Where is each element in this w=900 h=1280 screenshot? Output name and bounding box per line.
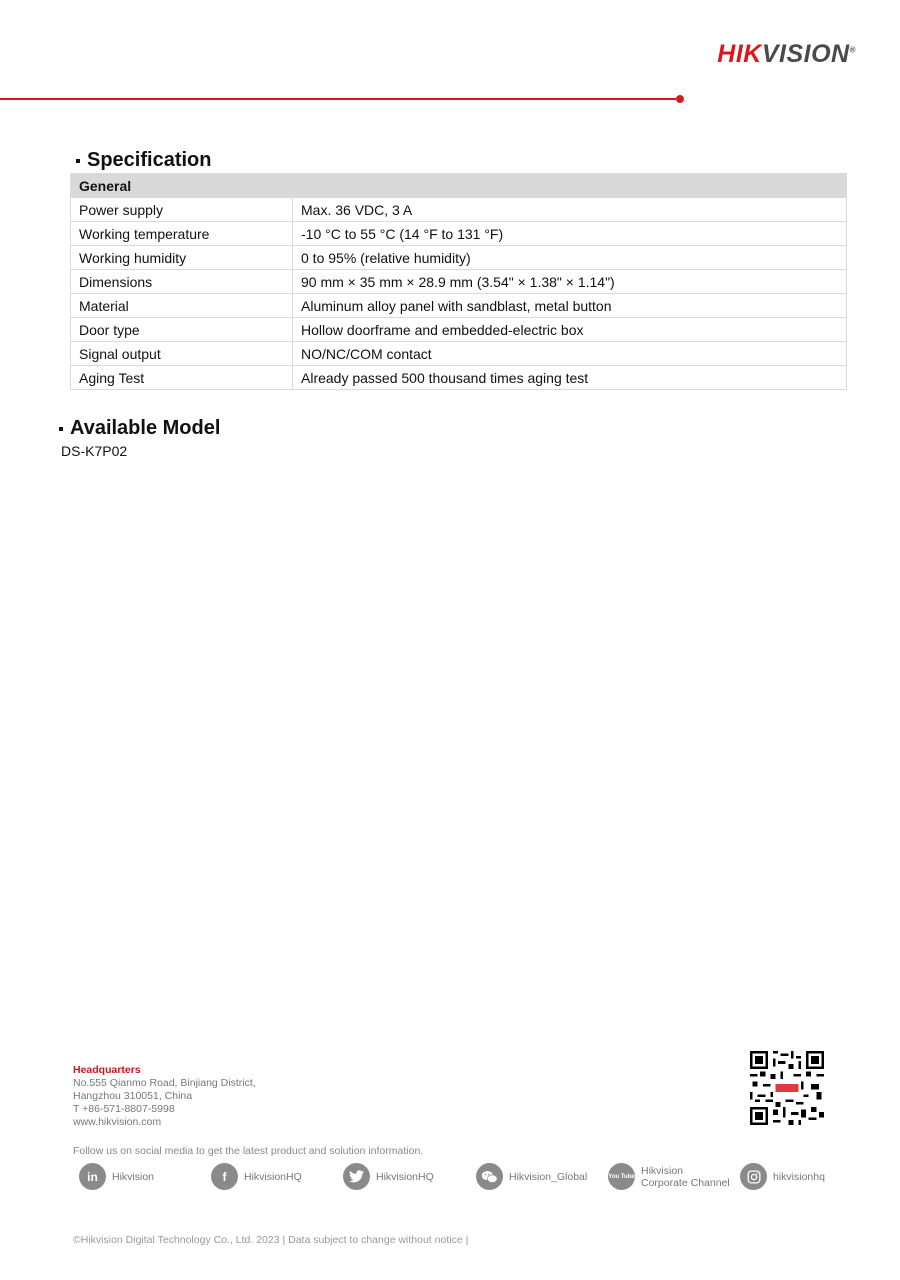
- facebook-icon: f: [211, 1163, 238, 1190]
- social-label: Hikvision_Global: [509, 1170, 588, 1183]
- table-row: [71, 366, 847, 390]
- model-number: DS-K7P02: [61, 443, 128, 459]
- spec-value: 90 mm × 35 mm × 28.9 mm (3.54" × 1.38" × 1.14"): [293, 270, 847, 294]
- spec-label: Door type: [71, 318, 293, 342]
- social-label: hikvisionhq: [773, 1170, 825, 1183]
- bullet-icon: [59, 427, 63, 431]
- twitter-icon: [343, 1163, 370, 1190]
- spec-value: Max. 36 VDC, 3 A: [293, 198, 847, 222]
- follow-us-text: Follow us on social media to get the latest product and solution information.: [73, 1145, 424, 1157]
- social-link-wechat[interactable]: [476, 1163, 587, 1190]
- spec-label: Signal output: [71, 342, 293, 366]
- table-row: [71, 342, 847, 366]
- table-row: [71, 246, 847, 270]
- table-row: [71, 294, 847, 318]
- social-link-linkedin[interactable]: [79, 1163, 154, 1190]
- table-row: [71, 270, 847, 294]
- header-red-dot: [676, 95, 684, 103]
- headquarters-block: [73, 1064, 256, 1129]
- wechat-icon: [476, 1163, 503, 1190]
- phone-number: T +86-571-8807-5998: [73, 1103, 175, 1115]
- spec-label: Material: [71, 294, 293, 318]
- spec-value: NO/NC/COM contact: [293, 342, 847, 366]
- spec-label: Dimensions: [71, 270, 293, 294]
- table-row: [71, 318, 847, 342]
- qr-code-icon: [750, 1051, 824, 1125]
- hikvision-logo: HIKVISION®: [717, 40, 856, 68]
- social-link-instagram[interactable]: [740, 1163, 825, 1190]
- spec-value: Already passed 500 thousand times aging test: [293, 366, 847, 390]
- copyright-text: ©Hikvision Digital Technology Co., Ltd. 2023 | Data subject to change without notice |: [73, 1234, 469, 1246]
- social-label: HikvisionHQ: [244, 1170, 302, 1183]
- spec-label: Aging Test: [71, 366, 293, 390]
- spec-value: Aluminum alloy panel with sandblast, metal button: [293, 294, 847, 318]
- spec-value: 0 to 95% (relative humidity): [293, 246, 847, 270]
- social-link-youtube[interactable]: [608, 1163, 730, 1190]
- group-label: General: [71, 174, 847, 198]
- spec-value: Hollow doorframe and embedded-electric box: [293, 318, 847, 342]
- website-link[interactable]: www.hikvision.com: [73, 1116, 162, 1128]
- social-label: Hikvision Corporate Channel: [641, 1164, 730, 1189]
- spec-label: Working humidity: [71, 246, 293, 270]
- bullet-icon: [76, 159, 80, 163]
- specification-table: [70, 173, 847, 390]
- social-link-twitter[interactable]: [343, 1163, 434, 1190]
- table-group-row: [71, 174, 847, 198]
- youtube-icon: You Tube: [608, 1163, 635, 1190]
- instagram-icon: [740, 1163, 767, 1190]
- header-red-rule: [0, 98, 676, 100]
- spec-label: Working temperature: [71, 222, 293, 246]
- table-row: [71, 198, 847, 222]
- table-row: [71, 222, 847, 246]
- linkedin-icon: in: [79, 1163, 106, 1190]
- social-label: Hikvision: [112, 1170, 155, 1183]
- social-link-facebook[interactable]: [211, 1163, 302, 1190]
- spec-label: Power supply: [71, 198, 293, 222]
- address-line: No.555 Qianmo Road, Binjiang District,: [73, 1077, 256, 1089]
- headquarters-title: Headquarters: [73, 1064, 141, 1076]
- social-label: HikvisionHQ: [376, 1170, 434, 1183]
- spec-value: -10 °C to 55 °C (14 °F to 131 °F): [293, 222, 847, 246]
- address-line: Hangzhou 310051, China: [73, 1090, 193, 1102]
- available-model-heading: Available Model: [59, 417, 220, 440]
- specification-heading: Specification: [76, 149, 211, 172]
